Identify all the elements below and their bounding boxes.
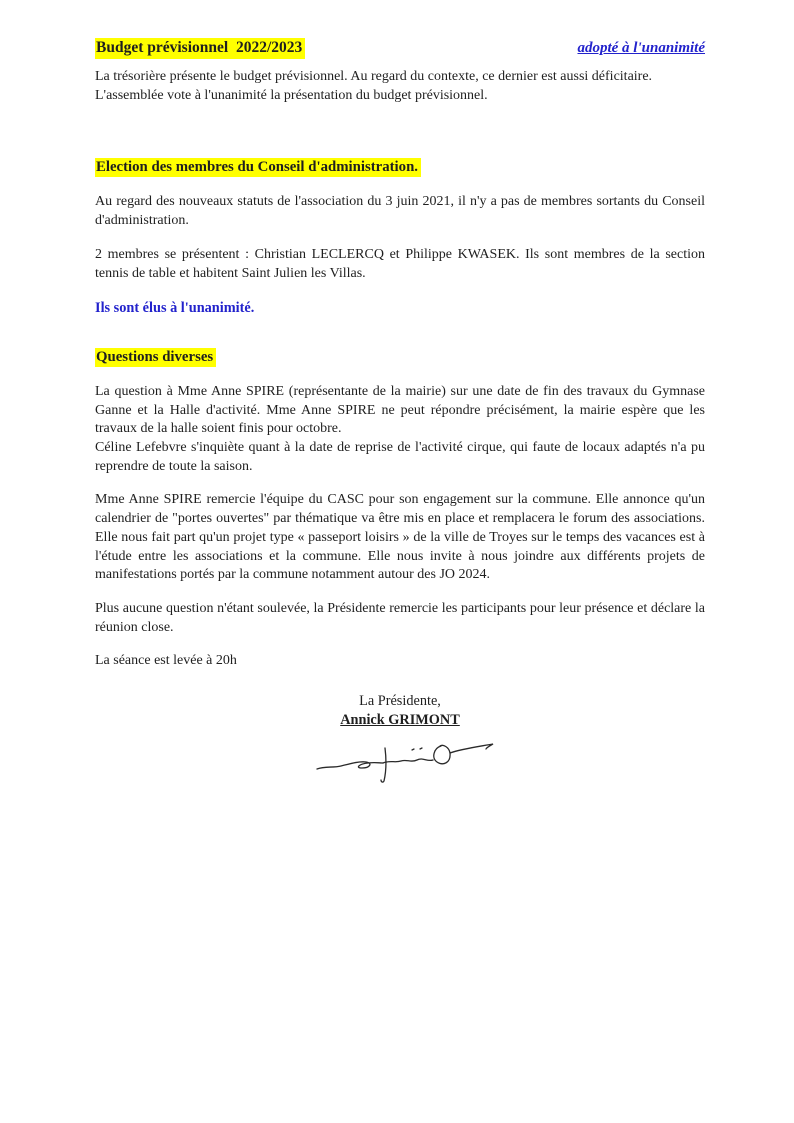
signature-area xyxy=(95,737,705,790)
election-result-line: Ils sont élus à l'unanimité. xyxy=(95,300,255,317)
questions-paragraph-cloture: Plus aucune question n'étant soulevée, la Présidente remercie les participants pour leur présence et déclare la réunion close. xyxy=(95,600,705,635)
election-heading-text: Election des membres du Conseil d'administration. xyxy=(95,158,421,177)
election-paragraph-statuts: Au regard des nouveaux statuts de l'association du 3 juin 2021, il n'y a pas de membres sortants du Conseil d'administration. xyxy=(95,194,705,229)
intro-vote-line: L'assemblée vote à l'unanimité la présentation du budget prévisionnel. xyxy=(95,87,488,103)
election-heading xyxy=(95,158,705,177)
signature-image xyxy=(313,737,498,785)
signoff-block xyxy=(95,693,705,729)
intro-section xyxy=(95,68,705,105)
document-title: Budget prévisionnel 2022/2023 xyxy=(95,38,305,59)
questions-paragraph-travaux xyxy=(95,383,705,477)
election-section xyxy=(95,158,705,318)
president-role-label: La Présidente, xyxy=(359,693,441,710)
questions-heading xyxy=(95,348,705,367)
intro-paragraph: La trésorière présente le budget prévisionnel. Au regard du contexte, ce dernier est aussi déficitaire. xyxy=(95,69,653,84)
questions-section xyxy=(95,348,705,671)
questions-paragraph-mairie: Mme Anne SPIRE remercie l'équipe du CASC pour son engagement sur la commune. Elle annonce qu'un calendrier de "portes ouvertes" par thématique va être mis en place et remplacera le forum des associations. Elle nous fait part qu'un projet type « passeport loisirs » de la ville de Troyes sur le temps des vacances est à l'étude entre les associations et la commune. Elle nous invite à nous joindre aux différents projets de manifestations portés par la commune notamment autour des JO 2024. xyxy=(95,492,705,583)
adoption-note: adopté à l'unanimité xyxy=(577,40,705,56)
election-paragraph-candidats: 2 membres se présentent : Christian LECLERCQ et Philippe KWASEK. Ils sont membres de la section tennis de table et habitent Saint Julien les Villas. xyxy=(95,246,705,281)
questions-heading-text: Questions diverses xyxy=(95,348,216,367)
document-header xyxy=(95,38,705,59)
questions-cirque-text: Céline Lefebvre s'inquiète quant à la date de reprise de l'activité cirque, qui faute de locaux adaptés n'a pu reprendre de toute la saison. xyxy=(95,440,705,474)
seance-levee-line: La séance est levée à 20h xyxy=(95,653,237,669)
questions-travaux-text: La question à Mme Anne SPIRE (représentante de la mairie) sur une date de fin des travaux du Gymnase Ganne et la Halle d'activité. Mme Anne SPIRE ne peut répondre précisément, la mairie espère que les travaux de la halle soient finis pour octobre. xyxy=(95,383,705,437)
president-name: Annick GRIMONT xyxy=(340,711,460,728)
